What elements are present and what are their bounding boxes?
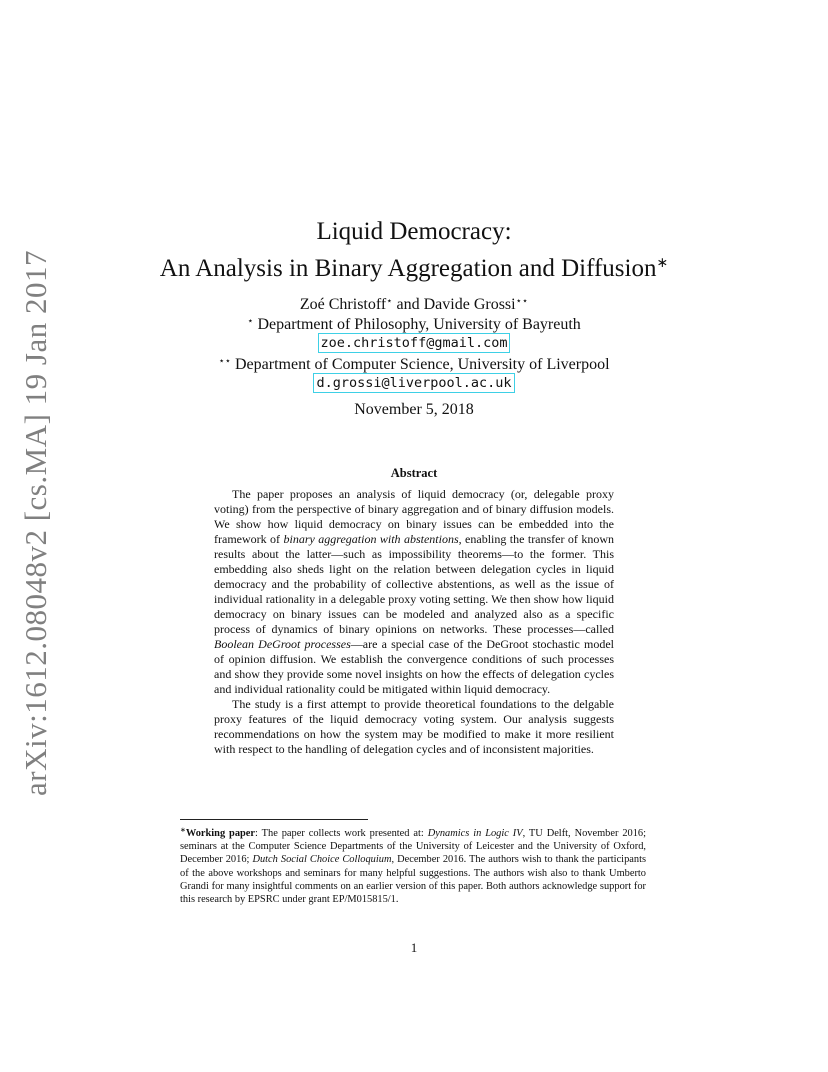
email-2-link[interactable]: d.grossi@liverpool.ac.uk xyxy=(313,373,514,393)
author-1-mark: ⋆ xyxy=(386,296,393,307)
author-1: Zoé Christoff xyxy=(299,296,387,313)
footnote-label: Working paper xyxy=(185,828,256,839)
abstract-paragraph-2: The study is a first attempt to provide theoretical foundations to the delgable proxy features of the liquid democracy voting system. Our analysis suggests recommendations on how the system may be modified to make it more resilient with respect to the handling of delegation cycles and of inconsistent majorities. xyxy=(214,697,614,756)
abstract-p1-emphasis-2: Boolean DeGroot processes xyxy=(214,637,351,651)
title-footnote-mark: ∗ xyxy=(656,256,669,271)
abstract-p1-part-a: The paper proposes an analysis of liquid democracy (or, delegable proxy voting) from the perspective of binary aggregation and of binary diffusion models. We show how liquid democracy on binary issues can be embedded into the framework of xyxy=(214,487,614,546)
title-line-2-text: An Analysis in Binary Aggregation and Diffusion xyxy=(159,255,657,282)
footnote xyxy=(180,824,646,906)
author-2: Davide Grossi xyxy=(423,296,516,313)
abstract-p1-emphasis-1: binary aggregation with abstentions xyxy=(283,532,459,546)
abstract-p1-part-c: —are a special case of the DeGroot stochastic model of opinion diffusion. We establish the convergence conditions of such processes and show they provide some novel insights on how the effects of delegation cycles and individual rationality could be mitigated within liquid democracy. xyxy=(214,637,615,696)
abstract-paragraph-1 xyxy=(214,487,614,697)
email-1-line xyxy=(0,332,828,352)
title-line-2 xyxy=(0,248,828,285)
affiliation-1-mark: ⋆ xyxy=(247,316,254,327)
footnote-text-2: , TU Delft, November 2016; seminars at the Computer Science Departments of the University of Leicester and the University of Oxford, December 2016; xyxy=(180,828,647,866)
author-names xyxy=(0,292,828,312)
title-line-1: Liquid Democracy: xyxy=(316,218,512,245)
affiliation-2-mark: ⋆⋆ xyxy=(218,356,231,367)
email-2-line xyxy=(0,372,828,392)
arxiv-stamp-text: arXiv:1612.08048v2 [cs.MA] 19 Jan 2017 xyxy=(18,249,53,796)
affiliation-2-text: Department of Computer Science, University of Liverpool xyxy=(234,356,610,373)
affiliation-1 xyxy=(0,312,828,332)
abstract-heading: Abstract xyxy=(390,466,438,480)
author-2-mark: ⋆⋆ xyxy=(515,296,529,307)
abstract-p1-part-b: , enabling the transfer of known results about the latter—such as impossibility theorems—to the former. This embedding also sheds light on the relation between delegation cycles in liquid democracy and the probability of collective abstentions, as well as the issue of individual rationality in a delegable proxy voting setting. We then show how liquid democracy on binary issues can be modeled and analyzed also as a specific process of dynamics of binary opinions on networks. These processes—called xyxy=(214,532,614,636)
footnote-text-3: , December 2016. The authors wish to thank the participants of the above workshops and seminars for many helpful suggestions. The authors wish also to thank Umberto Grandi for many insightful comments on an earlier version of this paper. Both authors acknowledge support for this research by EPSRC under grant EP/M015815/1. xyxy=(180,854,647,906)
page-number: 1 xyxy=(410,940,418,955)
footnote-rule xyxy=(180,819,368,820)
email-1-link[interactable]: zoe.christoff@gmail.com xyxy=(318,333,511,353)
footnote-mark: ∗ xyxy=(180,826,186,834)
footnote-emphasis-2: Dutch Social Choice Colloquium xyxy=(252,854,392,866)
paper-date: November 5, 2018 xyxy=(354,401,474,418)
footnote-emphasis-1: Dynamics in Logic IV xyxy=(427,828,523,839)
authors-block xyxy=(0,292,828,392)
author-and: and xyxy=(392,296,424,313)
affiliation-2 xyxy=(0,352,828,372)
affiliation-1-text: Department of Philosophy, University of Bayreuth xyxy=(257,316,581,333)
paper-title xyxy=(0,216,828,285)
abstract-body xyxy=(214,487,614,757)
footnote-text-1: : The paper collects work presented at: xyxy=(255,828,428,839)
